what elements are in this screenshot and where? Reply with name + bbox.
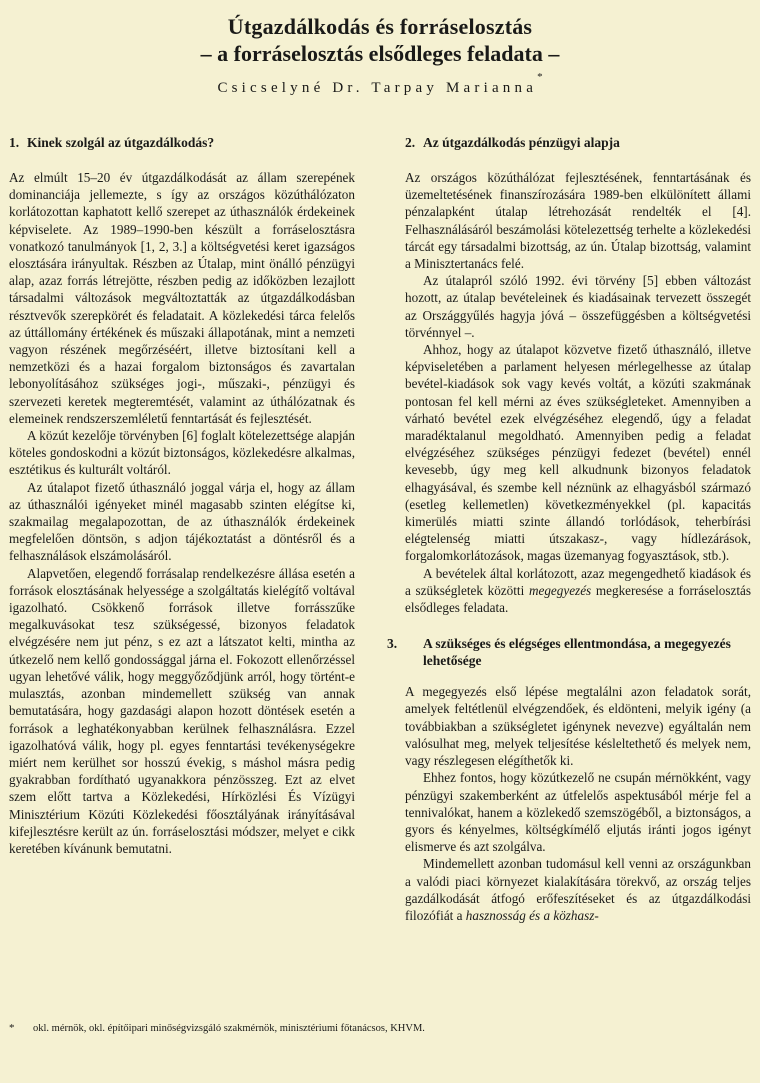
footnote — [9, 1022, 749, 1035]
section-2-paragraph: Az országos közúthálózat fejlesztésének, fenntartásának és üzemeltetésének finanszírozására 1989-ben elkülönített állami pénzalapként útalap létrehozását rendelték el [4]. Felhasználásáról beszámolási kötelezettség terhelte a közlekedési tárcát egy társadalmi bizottság, az ún. Útalap bizottság, valamint a Minisztertanács felé. — [405, 170, 751, 272]
section-3-heading — [387, 635, 751, 669]
author-footnote-mark: * — [537, 71, 543, 83]
author-line — [0, 71, 760, 97]
section-3-paragraph: Ehhez fontos, hogy közútkezelő ne csupán mérnökként, vagy pénzügyi szakemberként az útfelelős aspektusából mérje fel a tennivalókat, hanem a közlekedő szemszögéből, a biztonságos, a gyors és kényelmes, költségkímélő eljutás iránti jogos igényt elismerve és azt szolgálva. — [405, 770, 751, 855]
right-column — [387, 134, 751, 924]
emphasis-run: hasznosság és a közhasz- — [465, 907, 599, 923]
emphasis-run: megegyezés — [528, 582, 592, 598]
footnote-text: okl. mérnök, okl. építőipari minőségvizsgáló szakmérnök, minisztériumi főtanácsos, KHVM. — [33, 1023, 425, 1034]
section-2-title: Az útgazdálkodás pénzügyi alapja — [423, 135, 620, 150]
section-1-paragraph: Az útalapot fizető úthasználó joggal várja el, hogy az állam az úthasználói igényeket minél magasabb szinten elégítse ki, szakmailag megalapozottan, de az úthasználók érdekeinek megfelelően döntsön, s adjon tájékoztatást a döntésről és a felhasználások elszámolásáról. — [9, 479, 355, 564]
section-3-paragraph — [405, 855, 751, 924]
text-run: megkeresése a forráselosztás elsődleges feladata. — [405, 582, 751, 616]
title-line-1: Útgazdálkodás és forráselosztás — [227, 14, 533, 39]
section-1-heading — [9, 134, 355, 151]
section-2-heading — [405, 134, 751, 151]
section-1-title: Kinek szolgál az útgazdálkodás? — [27, 135, 215, 150]
title-line-2: – a forráselosztás elsődleges feladata – — [200, 41, 560, 66]
author-name: Csicselyné Dr. Tarpay Marianna — [217, 80, 538, 96]
section-1-number: 1. — [9, 135, 20, 150]
section-3-title: A szükséges és elégséges ellentmondása, a megegyezés lehetősége — [423, 636, 731, 669]
section-1-paragraph: Az elmúlt 15–20 év útgazdálkodását az állam szerepének dominanciája jellemezte, s így az országos közúthálózaton korlátozottan kaphatott kellő szerepet az úthasználók érdekeinek képviselete. Az 1989–1990-ben készült a forráselosztásra vonatkozó tanulmányok [1, 2, 3.] a költségvetési keret igazságos elosztására irányultak. Részben az Útalap, mint önálló pénzügyi alap, azaz forrás létrejötte, részben pedig az időközben lezajlott társadalmi változások megváltoztatták az útgazdálkodásban résztvevők szerepkörét és feladatait. A közlekedési tárca felelős az úttállomány értékének és műszaki állapotának, mint a nemzeti vagyon részének megőrzéséért, illetve biztosítani kell a nemzetközi és a hazai forgalom biztonságos és zavartalan lebonyolításához szükséges jogi-, műszaki-, pénzügyi és szervezeti keretek megteremtését, valamint az úthálózatnak és elemeinek rendszerszemléletű fenntartását és fejlesztését. — [9, 170, 355, 426]
left-column — [9, 134, 355, 857]
section-2-paragraph: Az útalapról szóló 1992. évi törvény [5] ebben változást hozott, az útalap bevételeinek és kiadásainak tervezett összegét az Országgyűlés hagyja jóvá – összefüggésben a költségvetési törvénnyel –. — [405, 273, 751, 340]
section-2-paragraph — [405, 565, 751, 617]
text-run: Mindemellett azonban tudomásul kell venni az országunkban a valódi piaci környezet kialakítására törekvő, az ország teljes gazdálkodását átfogó erőfeszítéseket és az útgazdálkodási filozófiát a — [405, 856, 751, 923]
section-2-number: 2. — [405, 135, 416, 150]
section-1-paragraph: Alapvetően, elegendő forrásalap rendelkezésre állása esetén a források elosztásának helyessége a szolgáltatás kielégítő voltával igazolható. Csökkenő források illetve forrásszűke megalkuvásokat tesz szükségessé, bizonyos feladatok elvégzésére nem jut pénz, s ez azt a látszatot kelti, mintha az útkezelő nem kellő gondossággal járna el. Fokozott ellenőrzéssel ugyan lehetővé válik, hogy meggyőződjünk arról, hogy történt-e mulasztás, azonban mindemellett szükség van annak bemutatására, hogy gazdasági alapon hozott döntések esetén a források a leghatékonyabban kerülnek felhasználásra. Ezzel igazolhatóvá válik, hogy pl. egyes fenntartási tevékenységekre miért nem kerülhet sor hosszú évekig, s máshol másra pedig gyakrabban fordítható ugyanakkora pénzösszeg. Ezt az elvet szem előtt tartva a Közlekedési, Hírközlési És Vízügyi Minisztérium Közúti Közlekedési főosztályának irányításával kifejlesztésre került az ún. forráselosztási módszer, melyet e cikk keretében kívánunk bemutatni. — [9, 565, 355, 856]
section-1-paragraph: A közút kezelője törvényben [6] foglalt kötelezettsége alapján köteles gondoskodni a közút biztonságos, közlekedésre alkalmas, esztétikus és kulturált voltáról. — [9, 428, 355, 478]
footnote-mark: * — [9, 1022, 15, 1034]
section-2-paragraph: Ahhoz, hogy az útalapot közvetve fizető úthasználó, illetve képviseletében a parlament helyesen mérlegelhesse az útalap bevétel-kiadások sok vagy kevés voltát, a közúti szakmának pontosan fel kell mérni az éves szükségleteket. Amennyiben a várható bevétel ezek elvégzéséhez elegendő, úgy a feladat maradéktalanul megoldható. Amennyiben pedig a feladat elvégzéséhez szükséges pénzügyi fedezet (bevétel) ennél kevesebb, úgy meg kell alkudnunk bizonyos feladatok elhagyásával, és szembe kell néznünk az elhagyásból származó (esetleg kellemetlen) következményekkel (pl. kapacitás kimerülés miatti szinte állandó torlódások, teherbírási elégtelenség miatti útszakasz-, vagy hídlezárások, forgalomkorlátozások, magas üzemanyag fogyasztások, stb.). — [405, 342, 751, 564]
text-run: A bevételek által korlátozott, azaz megengedhető kiadások és a szükségletek közötti — [405, 565, 751, 598]
section-3-number: 3. — [387, 636, 398, 652]
section-3-paragraph: A megegyezés első lépése megtalálni azon feladatok sorát, amelyek feltétlenül elvégzendőek, és eldönteni, melyik igény (a továbbiakban a szükségletet igénynek nevezve) egyáltalán nem valósulhat meg, melyek teljesítése késleltethető és melyek nem, vagy részlegesen elégíthetők ki. — [405, 684, 751, 769]
